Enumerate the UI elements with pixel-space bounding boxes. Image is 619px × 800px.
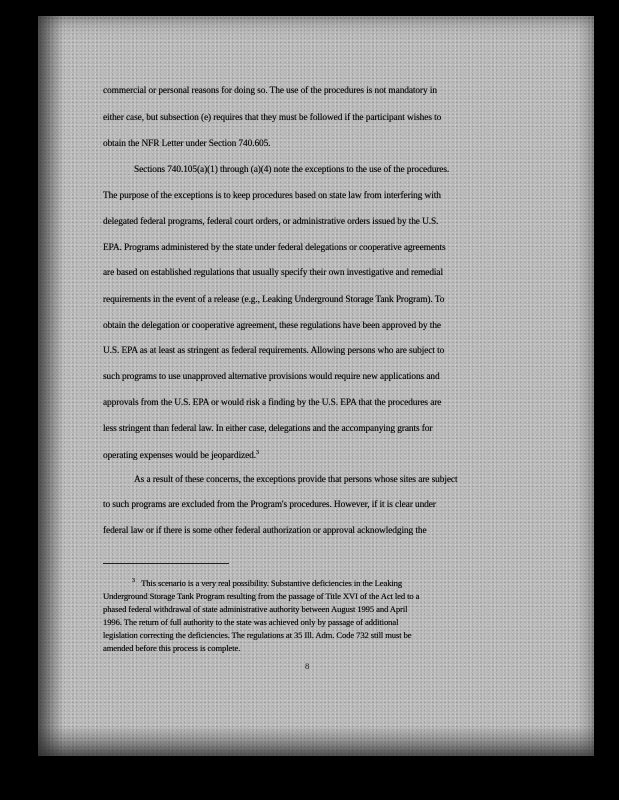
body-line: delegated federal programs, federal court orders, or administrative orders issued by the U.S. [103,217,439,227]
page-number: 8 [305,661,310,671]
body-line: obtain the NFR Letter under Section 740.605. [103,139,271,149]
footnote-line [132,578,402,588]
body-line: Sections 740.105(a)(1) through (a)(4) note the exceptions to the use of the procedures. [134,165,450,175]
body-line: U.S. EPA as at least as stringent as federal requirements. Allowing persons who are subject to [103,346,445,356]
body-line: The purpose of the exceptions is to keep procedures based on state law from interfering with [103,191,441,201]
body-line: to such programs are excluded from the Program's procedures. However, if it is clear under [103,500,436,510]
body-line: less stringent than federal law. In either case, delegations and the accompanying grants for [103,424,433,434]
body-line: EPA. Programs administered by the state under federal delegations or cooperative agreements [103,243,446,253]
body-line: As a result of these concerns, the exceptions provide that persons whose sites are subject [134,475,458,485]
footnote-line-text: This scenario is a very real possibility. Substantive deficiencies in the Leaking [141,578,403,588]
body-line-with-footnote [103,450,259,461]
footnote-line: amended before this process is complete. [103,643,241,653]
footnote-line: 1996. The return of full authority to the state was achieved only by passage of additional [103,617,399,627]
footnote-divider [103,563,229,564]
footnote-line: legislation correcting the deficiencies. The regulations at 35 Ill. Adm. Code 732 still must be [103,630,412,640]
body-line: commercial or personal reasons for doing so. The use of the procedures is not mandatory in [103,86,437,96]
footnote-marker: 3 [132,578,135,585]
footnote-line: phased federal withdrawal of state administrative authority between August 1995 and April [103,604,408,614]
body-line: either case, but subsection (e) requires that they must be followed if the participant wishes to [103,113,442,123]
body-line-text: operating expenses would be jeopardized. [103,451,256,462]
body-line: obtain the delegation or cooperative agreement, these regulations have been approved by the [103,321,441,331]
body-line: requirements in the event of a release (e.g., Leaking Underground Storage Tank Program). To [103,295,445,305]
body-line: such programs to use unapproved alternative provisions would require new applications and [103,372,440,382]
body-line: federal law or if there is some other federal authorization or approval acknowledging the [103,526,427,536]
footnote-reference: 3 [255,450,259,456]
body-line: approvals from the U.S. EPA or would risk a finding by the U.S. EPA that the procedures are [103,398,442,408]
footnote-line: Underground Storage Tank Program resulting from the passage of Title XVI of the Act led to a [103,591,420,601]
body-line: are based on established regulations that usually specify their own investigative and remedial [103,268,443,278]
